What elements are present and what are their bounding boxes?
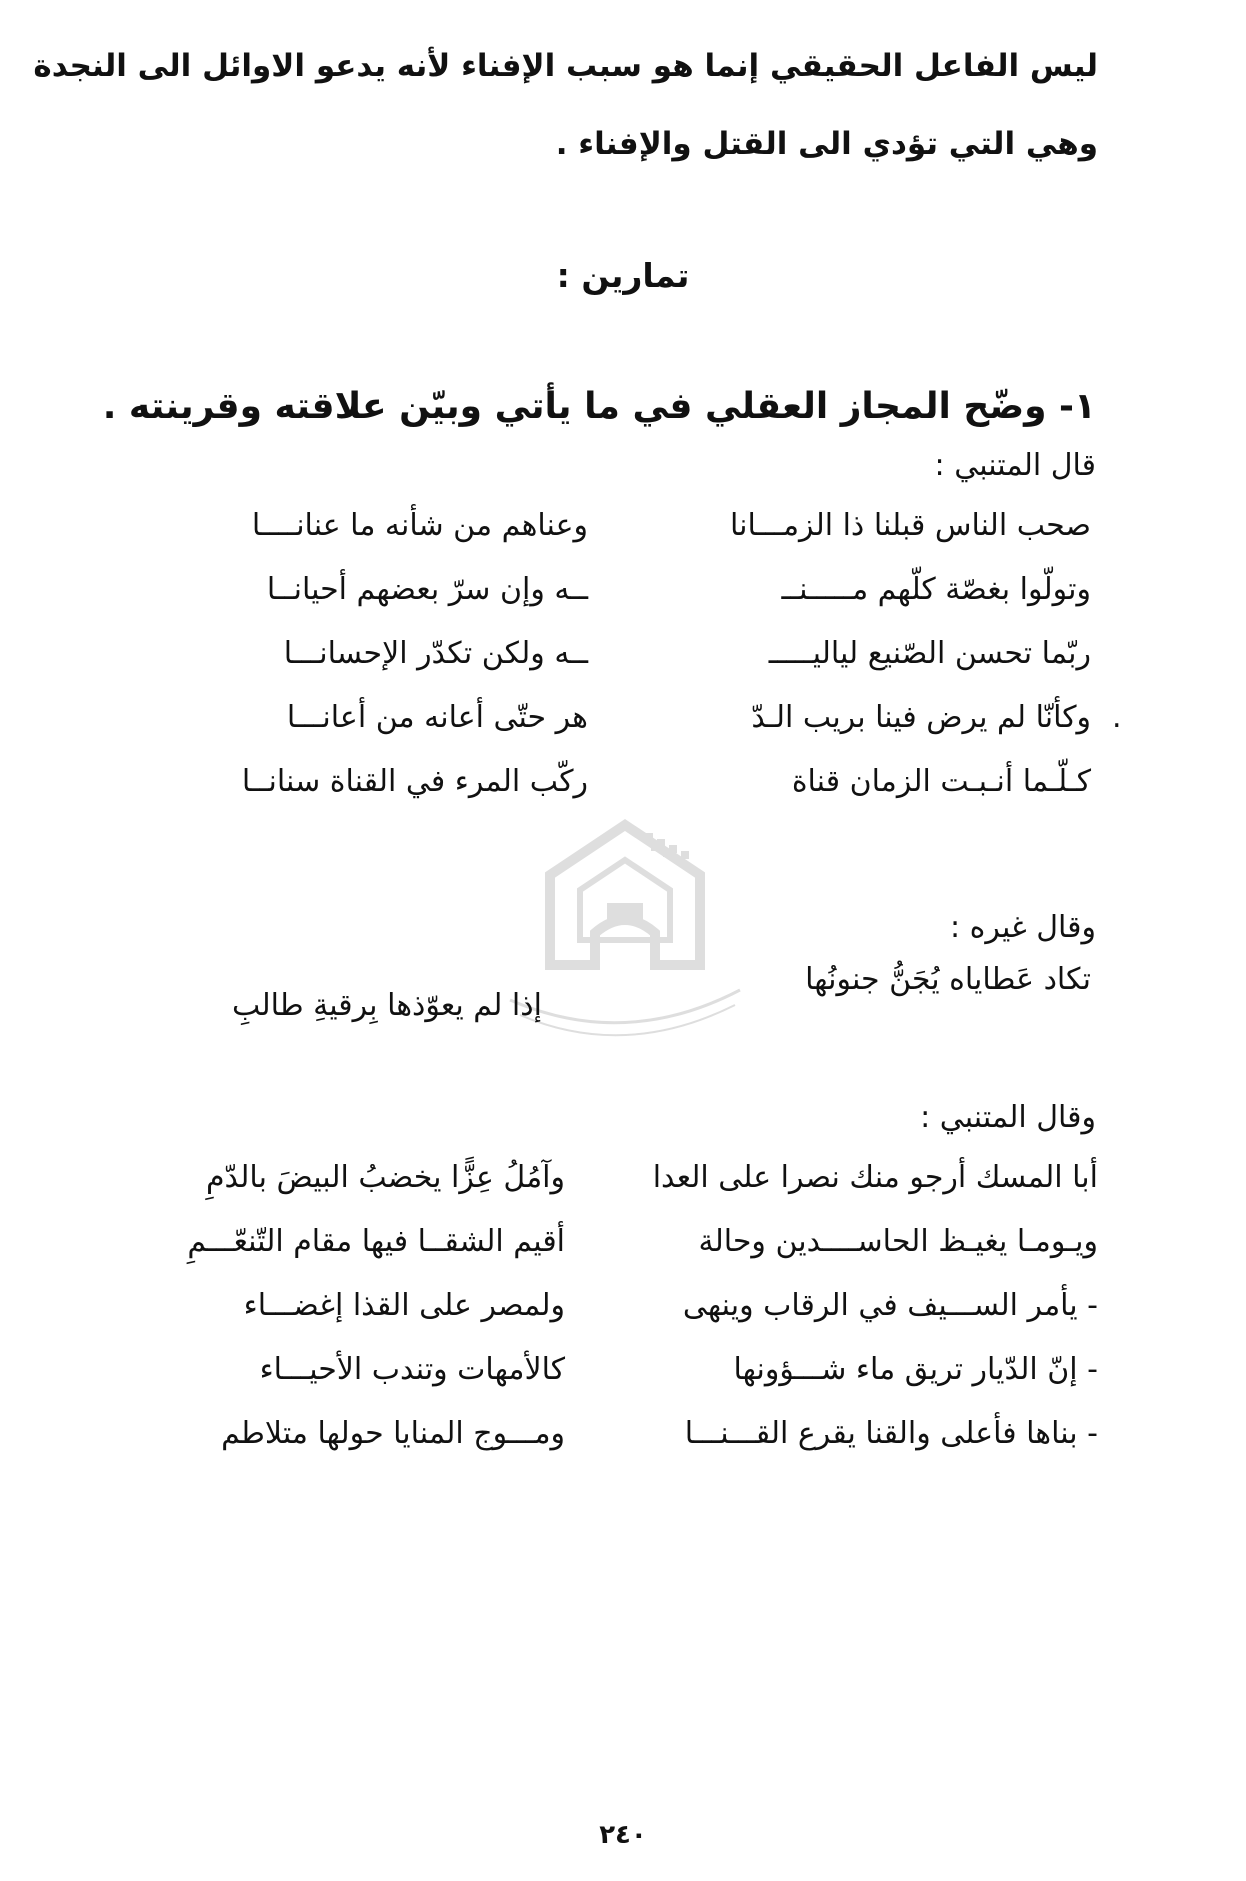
verse-first-hemistich: صحب الناس قبلنا ذا الزمـــانا: [729, 508, 1091, 543]
verse-first-hemistich: ويـومـا يغيـظ الحاســــدين وحالة: [698, 1224, 1098, 1259]
verse-second-hemistich: هر حتّى أعانه من أعانـــا: [286, 700, 588, 735]
verse-second-hemistich: إذا لم يعوّذها بِرقيةِ طالبِ: [232, 988, 542, 1023]
verse-first-hemistich: وتولّوا بغصّة كلّهم مـــــنــ: [781, 572, 1091, 607]
verse-first-hemistich: تكاد عَطاياه يُجَنُّ جنونُها: [805, 962, 1091, 997]
poem-attribution: وقال المتنبي :: [920, 1100, 1096, 1135]
verse-first-hemistich: وكأنّا لم يرض فينا بريب الـدّ: [751, 700, 1091, 735]
verse-second-hemistich: ولمصر على القذا إغضـــاء: [243, 1288, 565, 1323]
page-number: ٢٤٠: [599, 1820, 647, 1850]
verse-second-hemistich: ركّب المرء في القناة سنانــا: [241, 764, 588, 799]
poem-attribution: قال المتنبي :: [934, 448, 1096, 483]
verse-second-hemistich: ــه وإن سرّ بعضهم أحيانــا: [266, 572, 588, 607]
verse-first-hemistich: - يأمر الســـيف في الرقاب وينهى: [682, 1288, 1098, 1323]
verse-second-hemistich: ومـــوج المنايا حولها متلاطم: [221, 1416, 565, 1451]
verse-first-hemistich: ربّما تحسن الصّنيع لياليـــــ: [768, 636, 1091, 671]
poem-attribution: وقال غيره :: [950, 910, 1096, 945]
verse-second-hemistich: وآمُلُ عِزًّا يخضبُ البيضَ بالدّمِ: [205, 1160, 565, 1195]
verse-first-hemistich: كـلّـما أنـبـت الزمان قناة: [791, 764, 1091, 799]
verse-second-hemistich: ــه ولكن تكدّر الإحسانـــا: [283, 636, 588, 671]
intro-paragraph-line-1: ليس الفاعل الحقيقي إنما هو سبب الإفناء لأنه يدعو الاوائل الى النجدة: [33, 48, 1098, 84]
section-heading: تمارين :: [556, 256, 690, 295]
verse-second-hemistich: كالأمهات وتندب الأحيـــاء: [259, 1352, 565, 1387]
verse-first-hemistich: أبا المسك أرجو منك نصرا على العدا: [652, 1160, 1098, 1195]
verse-second-hemistich: وعناهم من شأنه ما عنانــــا: [251, 508, 588, 543]
stray-mark: .: [1112, 700, 1122, 735]
verse-first-hemistich: - إنّ الدّيار تريق ماء شـــؤونها: [733, 1352, 1098, 1387]
exercise-title: ١- وضّح المجاز العقلي في ما يأتي وبيّن علاقته وقرينته .: [102, 386, 1096, 427]
verse-second-hemistich: أقيم الشقــا فيها مقام التّنعّـــمِ: [187, 1224, 565, 1259]
verse-first-hemistich: - بناها فأعلى والقنا يقرع القـــنـــا: [684, 1416, 1098, 1451]
intro-paragraph-line-2: وهي التي تؤدي الى القتل والإفناء .: [555, 126, 1098, 162]
